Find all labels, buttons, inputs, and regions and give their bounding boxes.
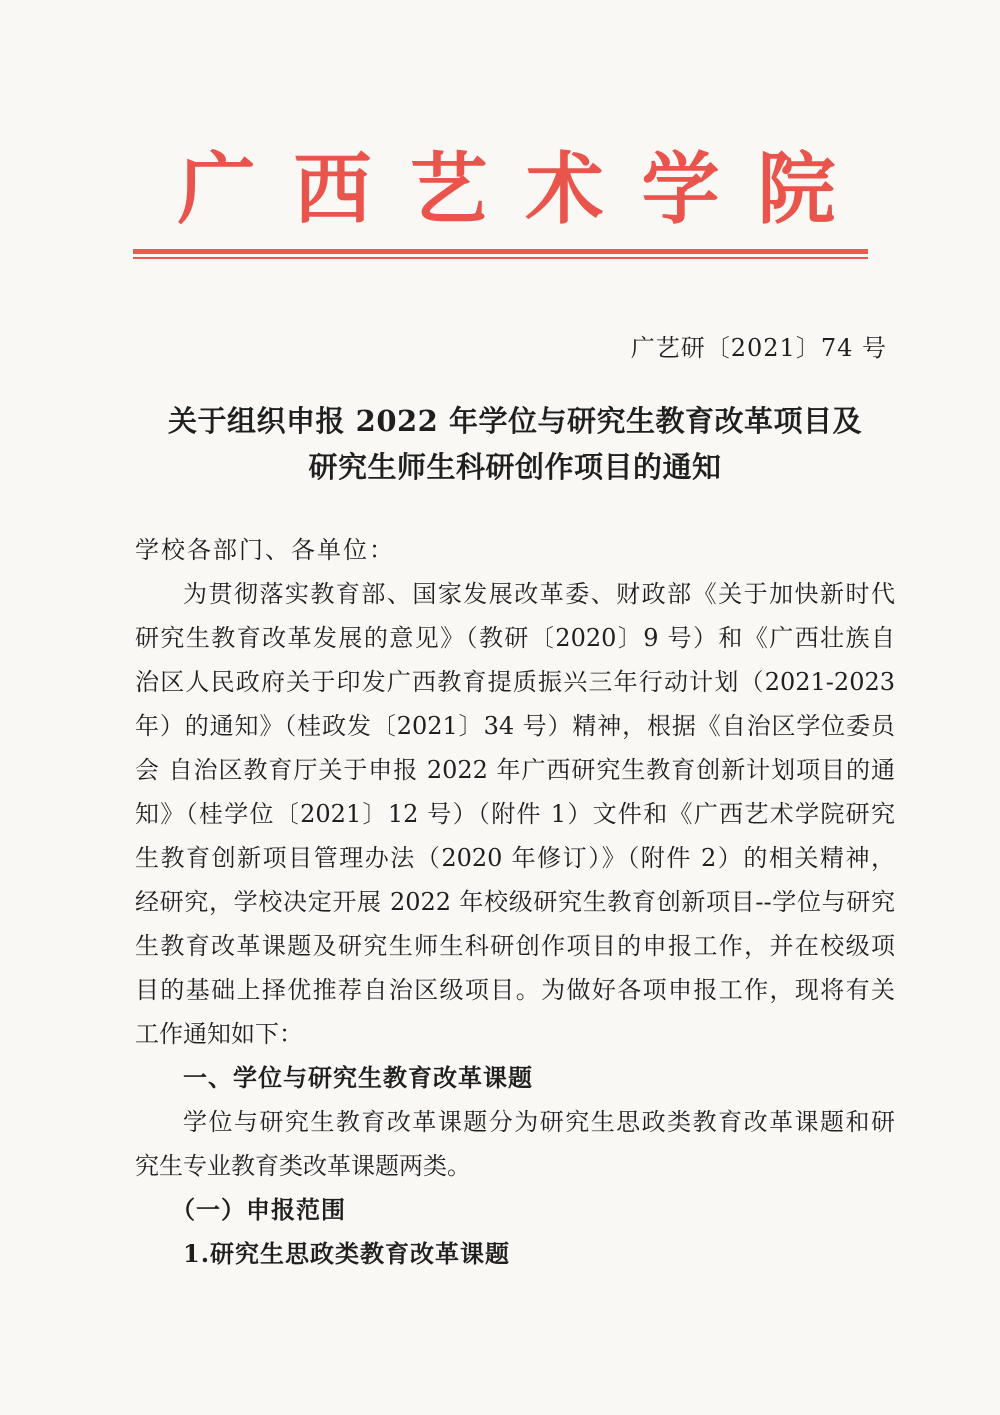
para2-line: 究生专业教育类改革课题两类。 [135, 1152, 471, 1180]
para1-line: 年）的通知》（桂政发〔2021〕34 号）精神，根据《自治区学位委员 [135, 712, 895, 740]
para1-line: 会 自治区教育厅关于申报 2022 年广西研究生教育创新计划项目的通 [135, 756, 895, 784]
para2-line: 学位与研究生教育改革课题分为研究生思政类教育改革课题和研 [183, 1108, 895, 1136]
title-line-1: 关于组织申报 2022 年学位与研究生教育改革项目及 [168, 404, 862, 438]
paragraph-1 [135, 572, 895, 1056]
section-1-heading: 一、学位与研究生教育改革课题 [183, 1063, 533, 1092]
red-header-rule-thick [133, 249, 868, 254]
para1-line: 知》（桂学位〔2021〕12 号）（附件 1）文件和《广西艺术学院研究 [135, 800, 895, 828]
subsection-1-item-1: 1.研究生思政类教育改革课题 [183, 1239, 511, 1268]
institution-masthead: 广西艺术学院 [177, 144, 874, 235]
subsection-1-heading: （一）申报范围 [171, 1195, 346, 1224]
document-body [135, 572, 895, 1276]
addressee: 学校各部门、各单位： [135, 536, 395, 564]
para1-line: 工作通知如下： [135, 1020, 303, 1048]
para1-line: 治区人民政府关于印发广西教育提质振兴三年行动计划（2021-2023 [135, 668, 895, 696]
para1-line: 研究生教育改革发展的意见》（教研〔2020〕9 号）和《广西壮族自 [135, 624, 895, 652]
para1-line: 经研究，学校决定开展 2022 年校级研究生教育创新项目--学位与研究 [135, 888, 895, 916]
para1-line: 生教育改革课题及研究生师生科研创作项目的申报工作，并在校级项 [135, 932, 895, 960]
document-title [120, 398, 910, 490]
title-line-2: 研究生师生科研创作项目的通知 [308, 450, 722, 484]
para1-line: 生教育创新项目管理办法（2020 年修订）》（附件 2）的相关精神， [135, 844, 895, 872]
red-header-rule-thin [133, 257, 868, 259]
para1-line: 为贯彻落实教育部、国家发展改革委、财政部《关于加快新时代 [183, 580, 895, 608]
document-number: 广艺研〔2021〕74 号 [630, 334, 887, 362]
para1-line: 目的基础上择优推荐自治区级项目。为做好各项申报工作，现将有关 [135, 976, 895, 1004]
paragraph-2 [135, 1100, 895, 1188]
